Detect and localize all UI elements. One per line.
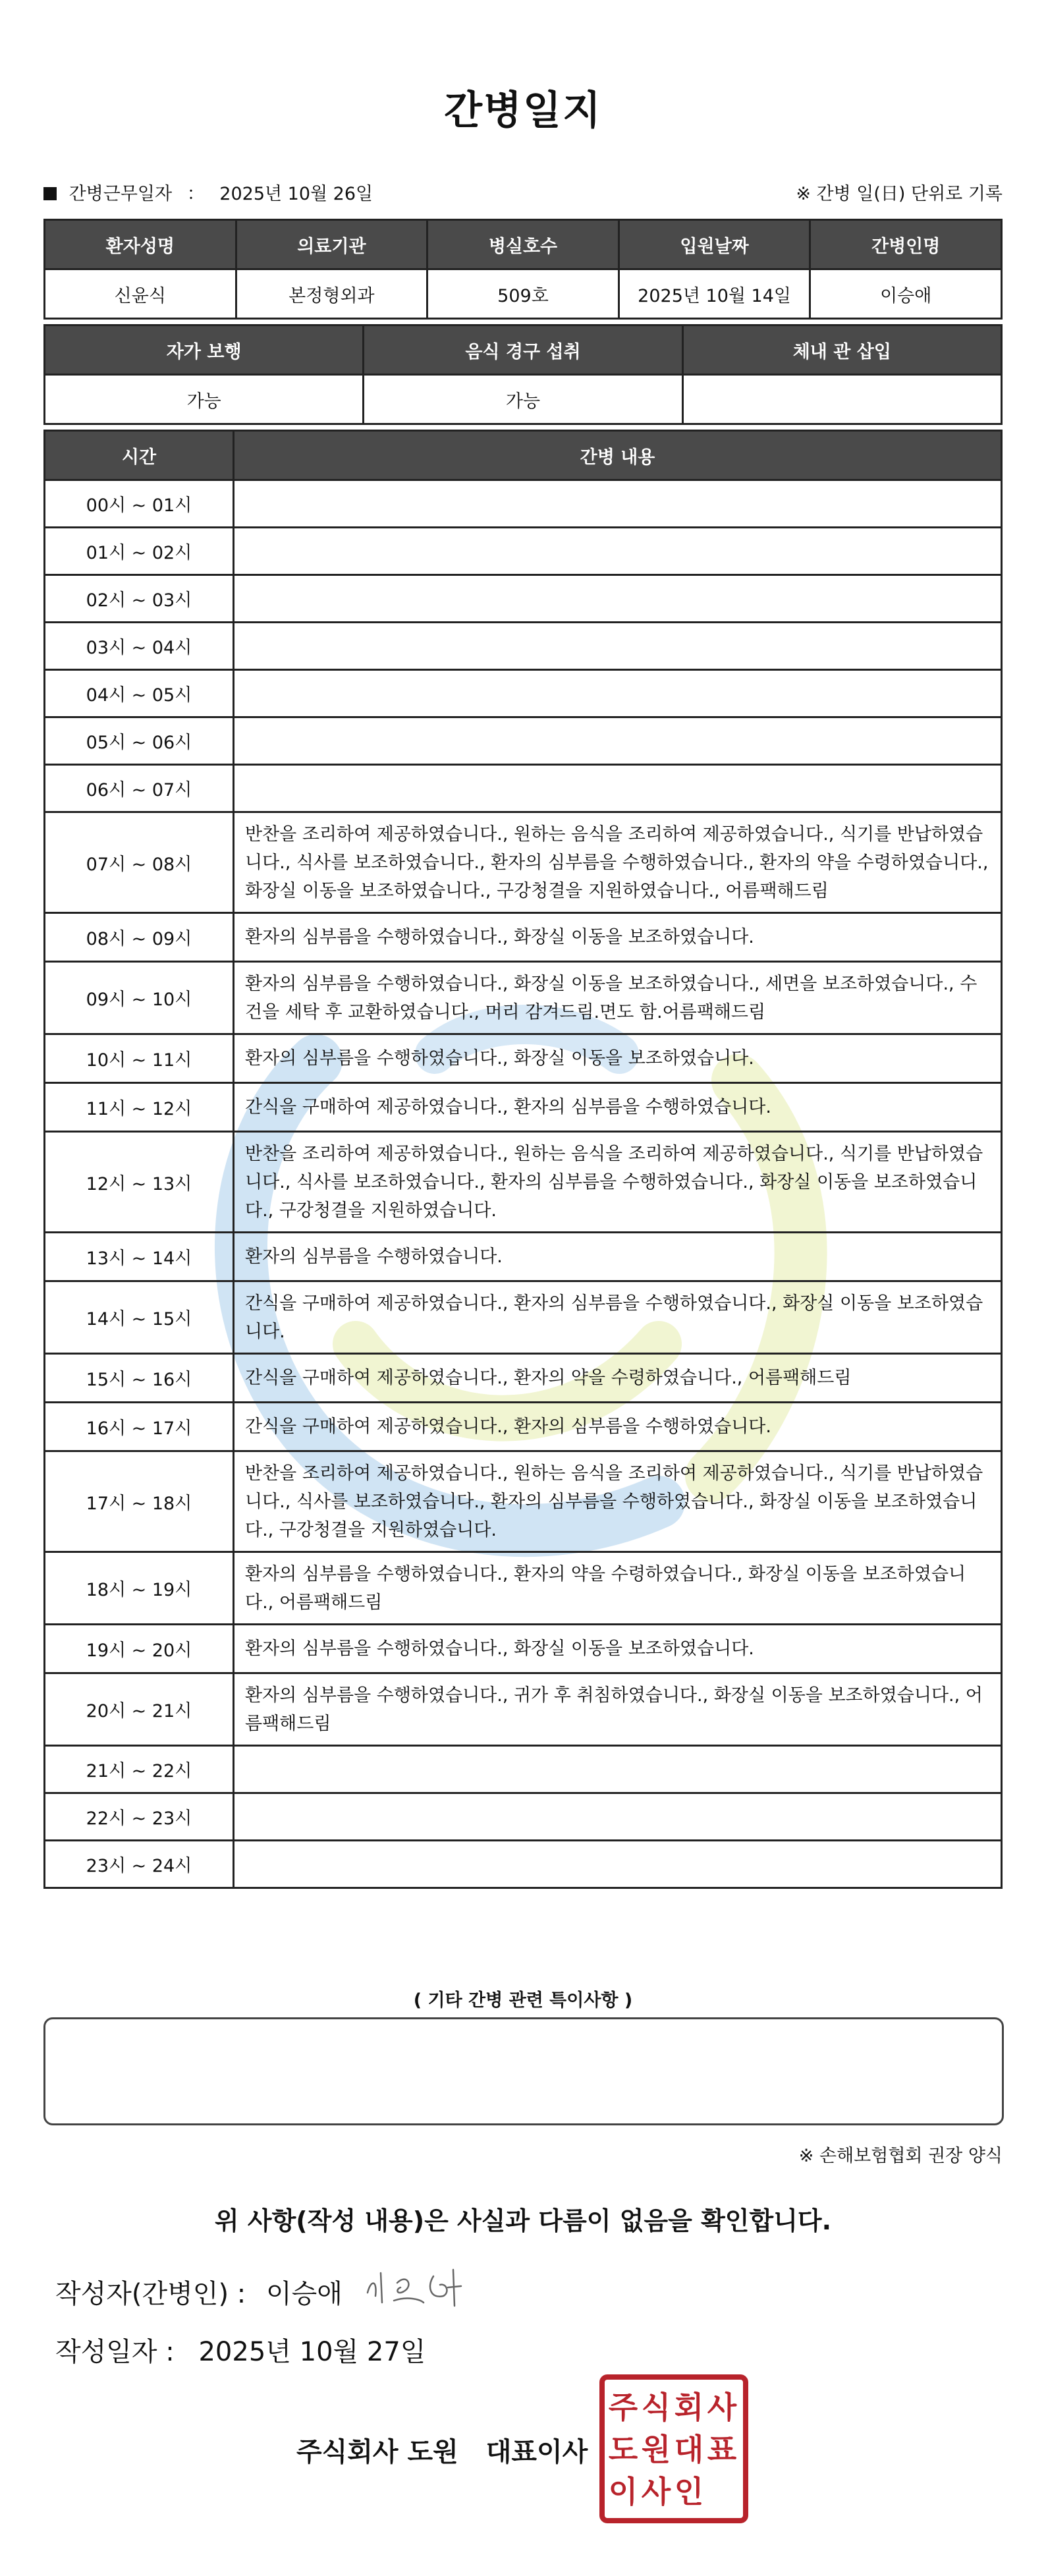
table-row [45,913,1002,962]
header-caregiver-name: 간병인명 [810,220,1002,269]
work-date-sep: ： [186,184,205,204]
content-cell: 환자의 심부름을 수행하였습니다., 화장실 이동을 보조하였습니다. [234,1034,1002,1083]
time-cell: 12시 ~ 13시 [45,1132,234,1233]
content-cell: 환자의 심부름을 수행하였습니다., 화장실 이동을 보조하였습니다. [234,913,1002,962]
table-row [45,1083,1002,1132]
seal-char: 도 [608,2432,638,2467]
table-row [45,765,1002,812]
content-cell: 간식을 구매하여 제공하였습니다., 환자의 약을 수령하였습니다., 어름팩해드림 [234,1354,1002,1403]
table-row [45,480,1002,528]
square-bullet-icon [43,187,57,200]
time-cell: 22시 ~ 23시 [45,1793,234,1841]
header-admission-date: 입원날짜 [619,220,810,269]
content-cell [234,528,1002,575]
seal-char: 표 [707,2432,737,2467]
work-date-label: 간병근무일자 [69,184,173,204]
time-cell: 16시 ~ 17시 [45,1403,234,1451]
header-time: 시간 [45,431,234,480]
table-row [45,1552,1002,1625]
time-cell: 20시 ~ 21시 [45,1673,234,1746]
table-row [45,528,1002,575]
content-cell [234,575,1002,623]
content-cell [234,765,1002,812]
header-patient-name: 환자성명 [45,220,236,269]
table-row [45,717,1002,765]
confirm-statement: 위 사항(작성 내용)은 사실과 다름이 없음을 확인합니다. [214,2206,832,2235]
header-hospital: 의료기관 [236,220,427,269]
header-tube-insertion: 체내 관 삽입 [682,325,1001,375]
header-oral-intake: 음식 경구 섭취 [364,325,682,375]
table-row [45,1132,1002,1233]
content-cell: 환자의 심부름을 수행하였습니다. [234,1233,1002,1281]
content-cell [234,717,1002,765]
written-date-value: 2025년 10월 27일 [198,2337,426,2367]
seal-char: 회 [674,2390,704,2425]
time-cell: 23시 ~ 24시 [45,1841,234,1888]
work-date-value: 2025년 10월 26일 [219,184,373,204]
page-title: 간병일지 [444,88,602,134]
time-cell: 15시 ~ 16시 [45,1354,234,1403]
ability-table [43,324,1003,425]
time-cell: 05시 ~ 06시 [45,717,234,765]
table-row [45,623,1002,670]
content-cell [234,1793,1002,1841]
company-seal-icon [598,2373,750,2525]
content-cell [234,1841,1002,1888]
time-cell: 13시 ~ 14시 [45,1233,234,1281]
table-row [45,1403,1002,1451]
content-cell [234,623,1002,670]
author-label: 작성자(간병인) : [55,2279,246,2309]
time-cell: 08시 ~ 09시 [45,913,234,962]
written-date-line [55,2331,426,2368]
table-row [45,1034,1002,1083]
content-cell: 반찬을 조리하여 제공하였습니다., 원하는 음식을 조리하여 제공하였습니다., 식기를 반납하였습니다., 식사를 보조하였습니다., 환자의 심부름을 수행하였습니다., 화장실 이동을 보조하였습니다., 구강청결을 지원하였습니다. [234,1132,1002,1233]
time-cell: 04시 ~ 05시 [45,670,234,717]
recommend-note: ※ 손해보험협회 권장 양식 [798,2146,1003,2166]
company-role: 대표이사 [485,2437,588,2467]
seal-char: 주 [608,2390,638,2425]
table-row [45,1793,1002,1841]
table-row [45,575,1002,623]
content-cell [234,480,1002,528]
unit-note: ※ 간병 일(日) 단위로 기록 [796,184,1003,204]
table-row [45,812,1002,913]
content-cell [234,670,1002,717]
self-walking-value: 가능 [45,375,364,424]
seal-char: 이 [608,2474,638,2509]
tube-insertion-value [682,375,1001,424]
content-cell: 환자의 심부름을 수행하였습니다., 귀가 후 취침하였습니다., 화장실 이동을 보조하였습니다., 어름팩해드림 [234,1673,1002,1746]
content-cell: 간식을 구매하여 제공하였습니다., 환자의 심부름을 수행하였습니다., 화장실 이동을 보조하였습니다. [234,1281,1002,1354]
seal-char: 사 [641,2474,671,2509]
time-cell: 07시 ~ 08시 [45,812,234,913]
handwritten-signature [361,2260,473,2312]
table-row [45,1281,1002,1354]
table-row [45,1354,1002,1403]
content-cell: 환자의 심부름을 수행하였습니다., 화장실 이동을 보조하였습니다., 세면을 보조하였습니다., 수건을 세탁 후 교환하였습니다., 머리 감겨드림.면도 함.어름팩해드림 [234,962,1002,1034]
patient-info-table [43,219,1003,320]
seal-char: 사 [707,2390,737,2425]
content-cell [234,1746,1002,1793]
content-cell: 반찬을 조리하여 제공하였습니다., 원하는 음식을 조리하여 제공하였습니다., 식기를 반납하였습니다., 식사를 보조하였습니다., 환자의 심부름을 수행하였습니다., 환자의 약을 수령하였습니다., 화장실 이동을 보조하였습니다., 구강청결을 지원하였습니다., 어름팩해드림 [234,812,1002,913]
care-log-table [43,430,1003,1889]
table-row [45,1673,1002,1746]
written-date-label: 작성일자 : [55,2337,175,2367]
author-line [55,2273,343,2310]
admission-date: 2025년 10월 14일 [619,269,810,319]
seal-char: 원 [641,2432,671,2467]
time-cell: 01시 ~ 02시 [45,528,234,575]
hospital: 본정형외과 [236,269,427,319]
time-cell: 00시 ~ 01시 [45,480,234,528]
patient-name: 신윤식 [45,269,236,319]
seal-char: 대 [674,2432,704,2467]
time-cell: 14시 ~ 15시 [45,1281,234,1354]
seal-char: 식 [641,2390,671,2425]
oral-intake-value: 가능 [364,375,682,424]
header-care-content: 간병 내용 [234,431,1002,480]
table-row [45,670,1002,717]
company-line [296,2431,588,2469]
special-notes-title: ( 기타 간병 관련 특이사항 ) [413,1990,633,2011]
time-cell: 02시 ~ 03시 [45,575,234,623]
content-cell: 간식을 구매하여 제공하였습니다., 환자의 심부름을 수행하였습니다. [234,1403,1002,1451]
table-row [45,1451,1002,1552]
special-notes-box [43,2017,1004,2125]
work-date [43,179,373,205]
time-cell: 17시 ~ 18시 [45,1451,234,1552]
caregiver-name: 이승애 [810,269,1002,319]
time-cell: 21시 ~ 22시 [45,1746,234,1793]
table-row [45,962,1002,1034]
time-cell: 10시 ~ 11시 [45,1034,234,1083]
header-room: 병실호수 [427,220,619,269]
content-cell: 간식을 구매하여 제공하였습니다., 환자의 심부름을 수행하였습니다. [234,1083,1002,1132]
time-cell: 06시 ~ 07시 [45,765,234,812]
time-cell: 19시 ~ 20시 [45,1625,234,1673]
time-cell: 03시 ~ 04시 [45,623,234,670]
table-row [45,1233,1002,1281]
room-number: 509호 [427,269,619,319]
content-cell: 환자의 심부름을 수행하였습니다., 환자의 약을 수령하였습니다., 화장실 이동을 보조하였습니다., 어름팩해드림 [234,1552,1002,1625]
content-cell: 반찬을 조리하여 제공하였습니다., 원하는 음식을 조리하여 제공하였습니다., 식기를 반납하였습니다., 식사를 보조하였습니다., 환자의 심부름을 수행하였습니다., 화장실 이동을 보조하였습니다., 구강청결을 지원하였습니다. [234,1451,1002,1552]
content-cell: 환자의 심부름을 수행하였습니다., 화장실 이동을 보조하였습니다. [234,1625,1002,1673]
table-row [45,1746,1002,1793]
company-name: 주식회사 도원 [296,2437,458,2467]
author-name: 이승애 [265,2279,343,2309]
time-cell: 11시 ~ 12시 [45,1083,234,1132]
seal-char: 인 [674,2474,704,2509]
table-row [45,1625,1002,1673]
time-cell: 18시 ~ 19시 [45,1552,234,1625]
header-self-walking: 자가 보행 [45,325,364,375]
time-cell: 09시 ~ 10시 [45,962,234,1034]
table-row [45,1841,1002,1888]
